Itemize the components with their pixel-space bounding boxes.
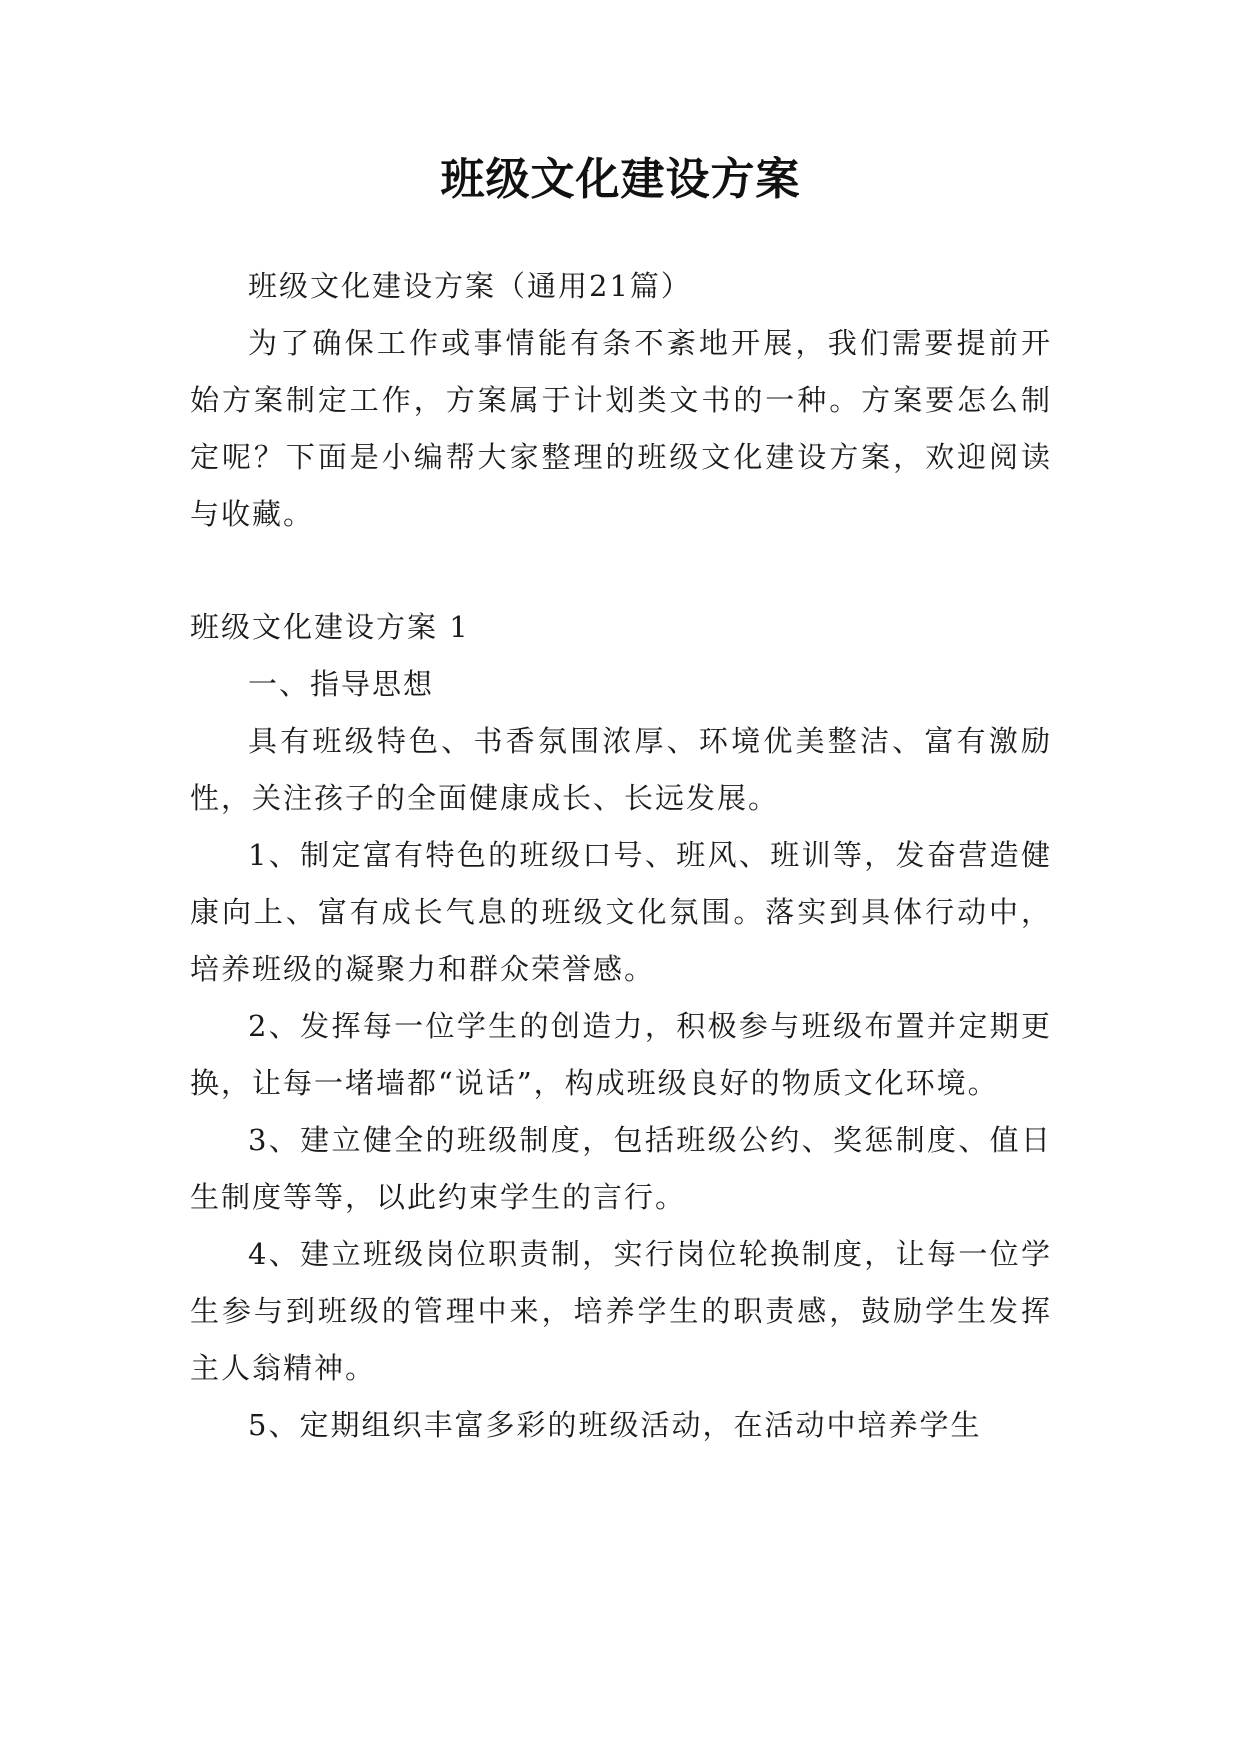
intro-paragraph: 为了确保工作或事情能有条不紊地开展，我们需要提前开始方案制定工作，方案属于计划类文书的一种。方案要怎么制定呢？下面是小编帮大家整理的班级文化建设方案，欢迎阅读与收藏。	[190, 326, 1052, 531]
body-paragraph: 具有班级特色、书香氛围浓厚、环境优美整洁、富有激励性，关注孩子的全面健康成长、长远发展。	[190, 724, 1052, 815]
list-item-4: 4、建立班级岗位职责制，实行岗位轮换制度，让每一位学生参与到班级的管理中来，培养学生的职责感，鼓励学生发挥主人翁精神。	[190, 1237, 1052, 1385]
document-title: 班级文化建设方案	[440, 154, 801, 205]
list-item-3: 3、建立健全的班级制度，包括班级公约、奖惩制度、值日生制度等等，以此约束学生的言行。	[190, 1123, 1052, 1214]
list-item-5: 5、定期组织丰富多彩的班级活动，在活动中培养学生	[248, 1408, 982, 1442]
list-item-2: 2、发挥每一位学生的创造力，积极参与班级布置并定期更换，让每一堵墙都“说话”，构成班级良好的物质文化环境。	[190, 1009, 1052, 1100]
document-body	[190, 258, 1052, 1454]
section-heading: 班级文化建设方案 1	[190, 610, 470, 644]
section-spacer	[190, 543, 1052, 599]
subtitle-paragraph: 班级文化建设方案（通用21篇）	[248, 269, 692, 303]
subsection-heading: 一、指导思想	[248, 667, 435, 701]
list-item-1: 1、制定富有特色的班级口号、班风、班训等，发奋营造健康向上、富有成长气息的班级文化氛围。落实到具体行动中，培养班级的凝聚力和群众荣誉感。	[190, 838, 1052, 986]
